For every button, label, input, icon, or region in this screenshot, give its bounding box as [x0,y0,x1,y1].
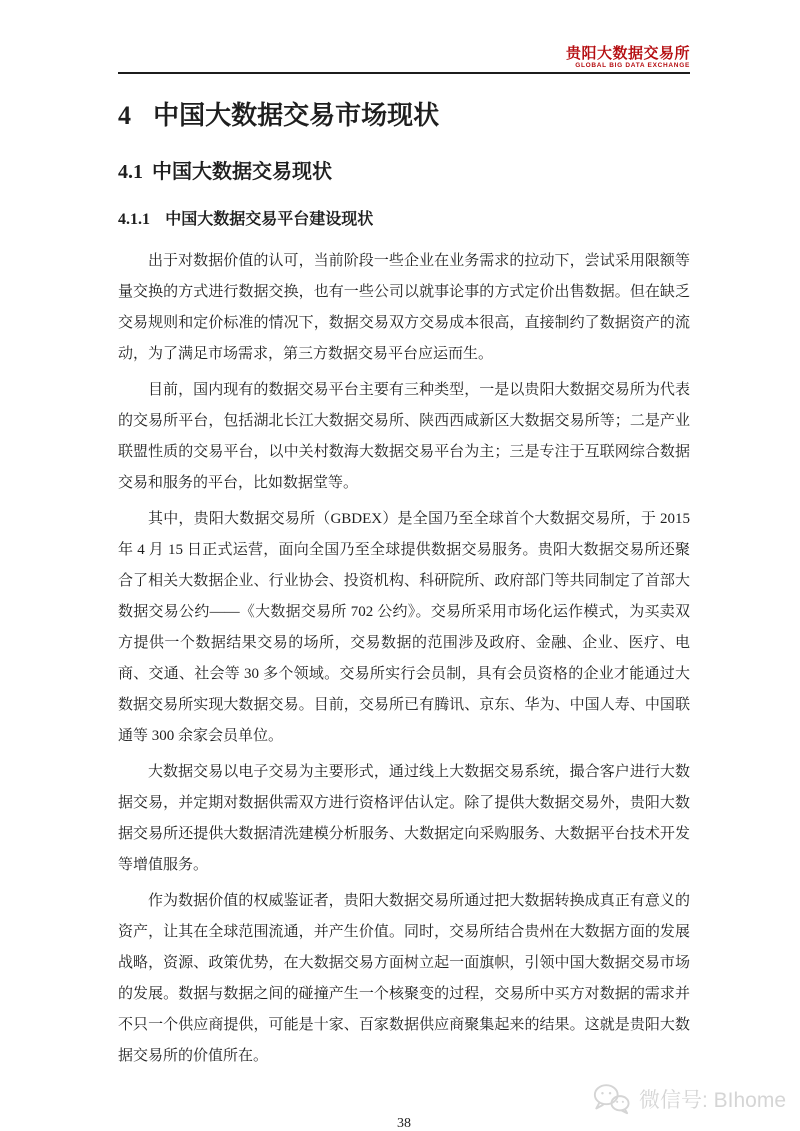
wechat-icon [592,1082,630,1115]
watermark [592,1082,786,1115]
subsection-heading [118,160,690,185]
paragraph: 大数据交易以电子交易为主要形式，通过线上大数据交易系统，撮合客户进行大数据交易，并定期对数据供需双方进行资格评估认定。除了提供大数据交易外，贵阳大数据交易所还提供大数据清洗建模分析服务、大数据定向采购服务、大数据平台技术开发等增值服务。 [118,763,690,873]
paragraph: 目前，国内现有的数据交易平台主要有三种类型，一是以贵阳大数据交易所为代表的交易所平台，包括湖北长江大数据交易所、陕西西咸新区大数据交易所等；二是产业联盟性质的交易平台，以中关村数海大数据交易平台为主；三是专注于互联网综合数据交易和服务的平台，比如数据堂等。 [118,381,690,491]
subsubsection-number: 4.1.1 [118,210,150,228]
subsubsection-heading [118,210,690,230]
section-heading [118,100,690,133]
body-text [118,246,690,1072]
page-header [118,0,690,74]
subsection-number: 4.1 [118,160,143,183]
paragraph: 其中，贵阳大数据交易所（GBDEX）是全国乃至全球首个大数据交易所，于 2015 年 4 月 15 日正式运营，面向全国乃至全球提供数据交易服务。贵阳大数据交易所还聚合了相关大数据企业、行业协会、投资机构、科研院所、政府部门等共同制定了首部大数据交易公约——《大数据交易所 702 公约》。交易所采用市场化运作模式，为买卖双方提供一个数据结果交易的场所，交易数据的范围涉及政府、金融、企业、医疗、电商、交通、社会等 30 多个领域。交易所实行会员制，具有会员资格的企业才能通过大数据交易所实现大数据交易。目前，交易所已有腾讯、京东、华为、中国人寿、中国联通等 300 余家会员单位。 [118,510,690,744]
page-number: 38 [397,1115,411,1131]
page-content [118,0,690,1131]
brand-name: 贵阳大数据交易所 [565,45,690,62]
section-number: 4 [118,101,131,131]
paragraph: 出于对数据价值的认可，当前阶段一些企业在业务需求的拉动下，尝试采用限额等量交换的方式进行数据交换，也有一些公司以就事论事的方式定价出售数据。但在缺乏交易规则和定价标准的情况下，数据交易双方交易成本很高，直接制约了数据资产的流动，为了满足市场需求，第三方数据交易平台应运而生。 [118,252,690,362]
subsubsection-title: 中国大数据交易平台建设现状 [165,210,374,228]
brand-tagline: GLOBAL BIG DATA EXCHANGE [575,62,690,70]
paragraph: 作为数据价值的权威鉴证者，贵阳大数据交易所通过把大数据转换成真正有意义的资产，让其在全球范围流通，并产生价值。同时，交易所结合贵州在大数据方面的发展战略，资源、政策优势，在大数据交易方面树立起一面旗帜，引领中国大数据交易市场的发展。数据与数据之间的碰撞产生一个核聚变的过程，交易所中买方对数据的需求并不只一个供应商提供，可能是十家、百家数据供应商聚集起来的结果。这就是贵阳大数据交易所的价值所在。 [118,892,690,1064]
watermark-label: 微信号: BIhome [638,1088,786,1112]
subsection-title: 中国大数据交易现状 [152,160,332,183]
section-title: 中国大数据交易市场现状 [153,101,440,131]
